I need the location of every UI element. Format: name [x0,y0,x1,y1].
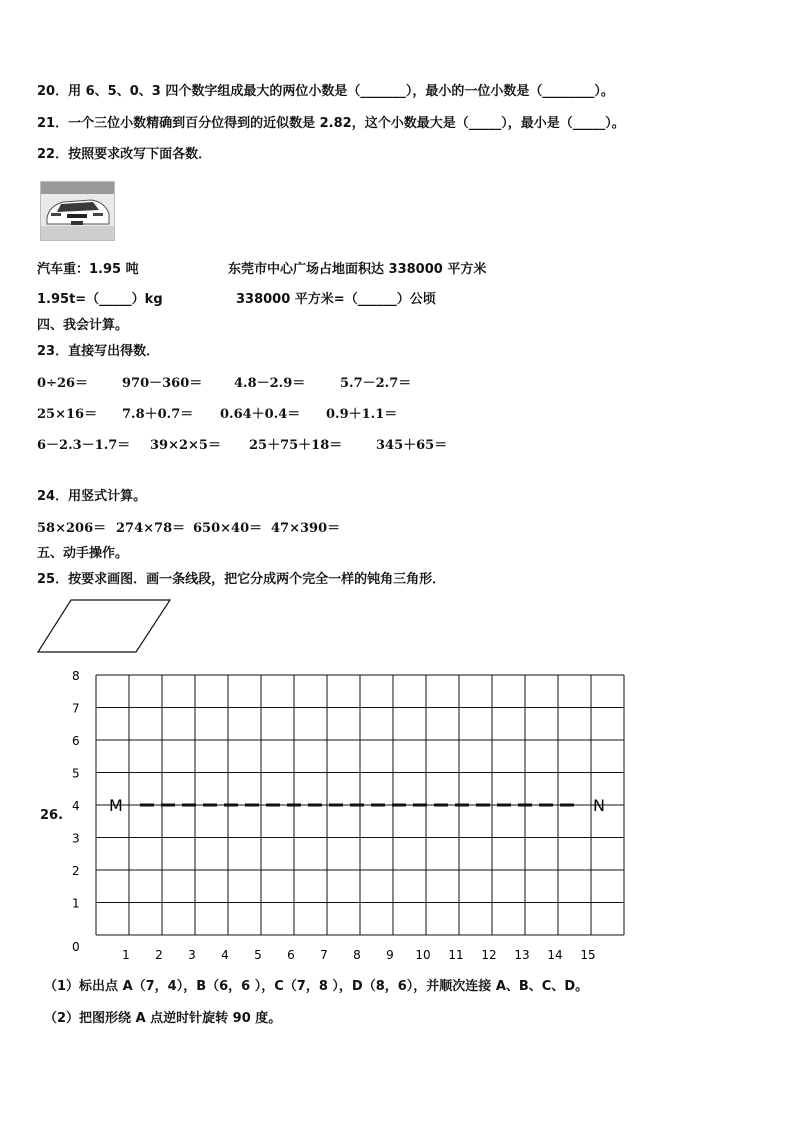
x-tick-label: 4 [221,948,229,962]
square-area-blank: 338000 平方米=（______）公顷 [236,292,436,307]
calc-item: 970－360＝ [122,376,203,391]
car-image [40,181,115,241]
y-tick-label: 6 [72,734,80,748]
calc-item: 650×40＝ [193,521,263,536]
car-icon [41,182,114,240]
calc-item: 4.8－2.9＝ [234,376,306,391]
y-tick-label: 7 [72,701,80,716]
y-tick-label: 3 [72,831,80,846]
x-tick-label: 2 [155,948,163,962]
question-23: 23．直接写出得数． [37,344,160,359]
question-26-part-1: （1）标出点 A（7，4），B（6，6 ），C（7，8 ），D（8，6），并顺次连接 A、B、C、D。 [44,979,589,994]
calc-item: 0÷26＝ [37,376,89,391]
y-tick-label: 5 [72,766,80,781]
point-m-label: M [109,796,123,815]
calc-item: 47×390＝ [271,521,341,536]
x-tick-label: 15 [580,948,596,962]
question-22: 22．按照要求改写下面各数． [37,147,212,162]
car-weight-blank: 1.95t=（_____）kg [37,292,163,307]
x-tick-label: 8 [353,948,361,962]
coordinate-grid [30,665,650,969]
x-tick-label: 14 [547,948,563,962]
question-26-label: 26. [40,808,64,823]
question-25: 25．按要求画图．画一条线段，把它分成两个完全一样的钝角三角形． [37,572,446,587]
car-weight-label: 汽车重：1.95 吨 [37,262,139,277]
parallelogram-figure [36,599,176,659]
calc-item: 0.64＋0.4＝ [220,407,301,422]
y-tick-label: 1 [72,896,80,911]
section-5-heading: 五、动手操作。 [37,546,129,561]
x-tick-label: 13 [514,948,530,962]
x-tick-label: 5 [254,948,262,962]
point-n-label: N [593,796,605,815]
calc-item: 345＋65＝ [376,438,448,453]
x-tick-label: 7 [320,948,328,962]
y-tick-label: 4 [72,799,80,813]
x-tick-label: 6 [287,948,295,962]
x-axis-labels [122,948,595,962]
x-tick-label: 3 [188,948,196,962]
grid-svg [30,665,650,965]
calc-item: 0.9＋1.1＝ [326,407,398,422]
y-tick-label: 0 [72,940,80,954]
calc-item: 7.8＋0.7＝ [122,407,194,422]
question-20: 20．用 6、5、0、3 四个数字组成最大的两位小数是（_______），最小的一位小数是（________）。 [37,84,614,99]
y-axis-labels [72,669,80,954]
x-tick-label: 10 [415,948,431,962]
question-24: 24．用竖式计算。 [37,489,147,504]
calc-item: 39×2×5＝ [150,438,221,453]
y-tick-label: 8 [72,669,80,683]
square-area-label: 东莞市中心广场占地面积达 338000 平方米 [228,262,487,277]
calc-item: 25×16＝ [37,407,98,422]
x-tick-label: 12 [481,948,497,962]
question-26-part-2: （2）把图形绕 A 点逆时针旋转 90 度。 [44,1011,282,1026]
x-tick-label: 11 [448,948,464,962]
y-tick-label: 2 [72,864,80,878]
calc-item: 274×78＝ [116,521,186,536]
calc-item: 25＋75＋18＝ [249,438,343,453]
calc-item: 6－2.3－1.7＝ [37,438,131,453]
section-4-heading: 四、我会计算。 [37,318,129,333]
calc-item: 5.7－2.7＝ [340,376,412,391]
calc-item: 58×206＝ [37,521,107,536]
question-21: 21．一个三位小数精确到百分位得到的近似数是 2.82，这个小数最大是（_____），最小是（_____）。 [37,116,625,131]
x-tick-label: 9 [386,948,394,962]
x-tick-label: 1 [122,948,130,962]
